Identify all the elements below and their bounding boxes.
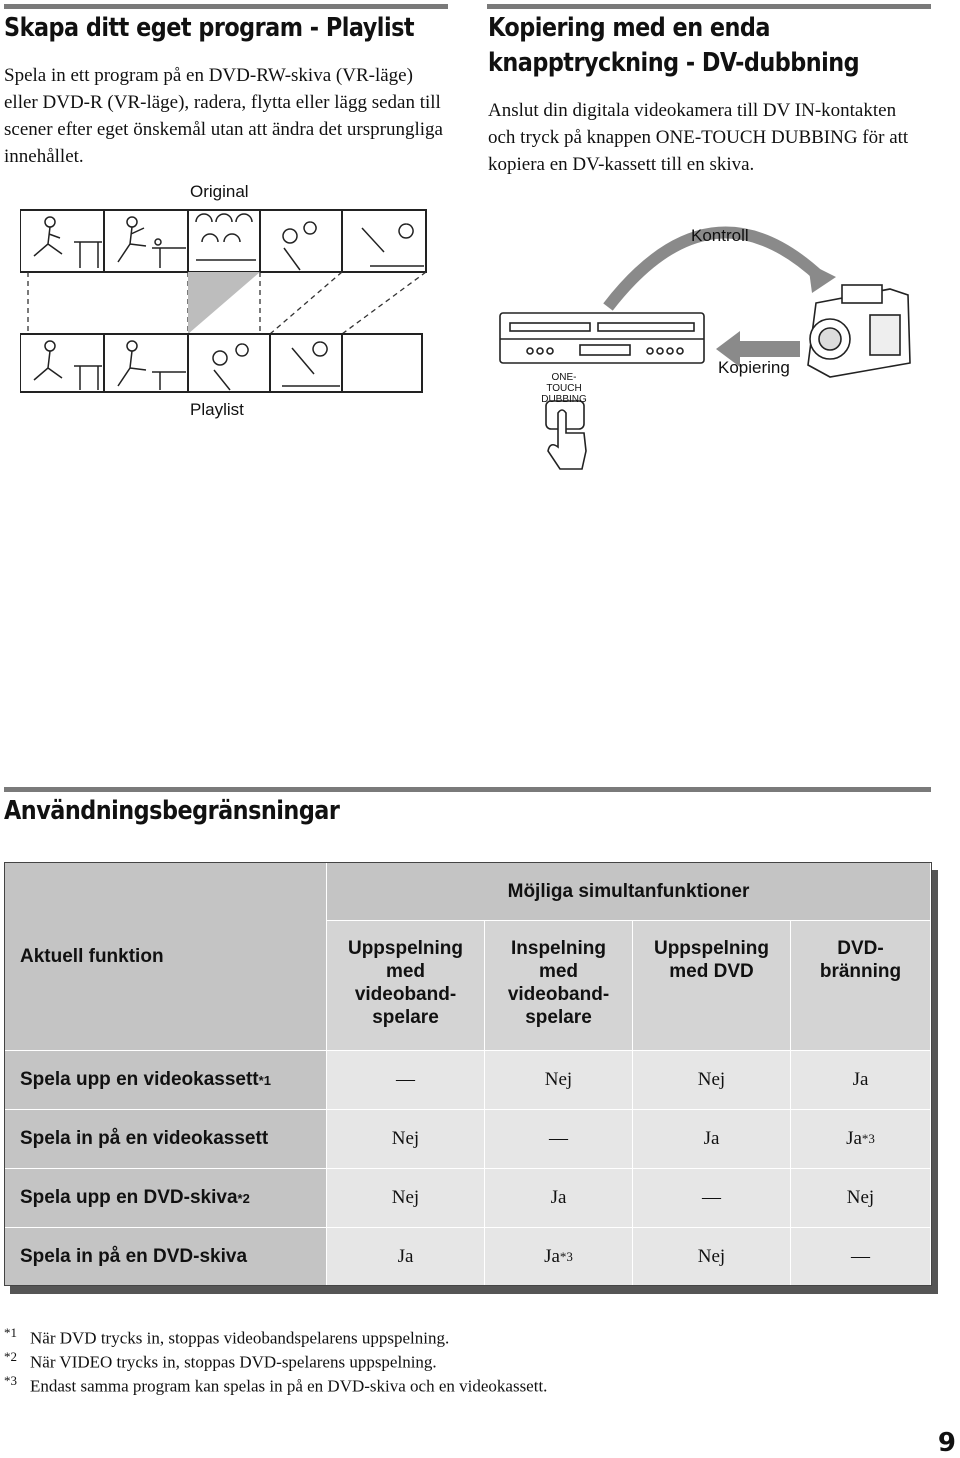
col-header-line: med DVD xyxy=(669,961,754,982)
table-cell xyxy=(791,1110,931,1169)
right-heading-line1: Kopiering med en enda xyxy=(488,13,770,43)
cell-value: Ja xyxy=(544,1245,560,1267)
col-header-line: Inspelning xyxy=(511,938,606,959)
removed-scene-wedge xyxy=(188,272,260,334)
original-film-strip xyxy=(20,210,426,272)
one-touch-label-line1: ONE-TOUCH xyxy=(546,372,582,394)
row-label-text: Spela in på en DVD-skiva xyxy=(20,1245,248,1267)
cell-value: — xyxy=(549,1128,568,1149)
table-row-label xyxy=(5,1051,327,1110)
simul-header-cell xyxy=(327,863,931,921)
col-header-line: spelare xyxy=(372,1007,439,1028)
cell-value: — xyxy=(851,1245,870,1267)
original-label: Original xyxy=(190,182,249,201)
table-row-label xyxy=(5,1110,327,1169)
table-cell xyxy=(327,1228,485,1285)
cell-sup: *3 xyxy=(861,1131,875,1146)
footnote-mark: *1 xyxy=(4,1325,17,1340)
dv-dubbing-diagram xyxy=(490,215,930,475)
cell-value: Nej xyxy=(846,1187,875,1208)
playlist-film-strip xyxy=(20,334,422,392)
col-header-line: DVD- xyxy=(837,938,884,959)
right-body-text: Anslut din digitala videokamera till DV IN-kontakten och tryck på knappen ONE-TOUCH DUBBING för att kopiera en DV-kassett till en skiva. xyxy=(488,100,909,175)
table-cell xyxy=(791,1228,931,1285)
footnote-mark: *2 xyxy=(4,1349,17,1364)
one-touch-label-line2: DUBBING xyxy=(541,394,587,405)
playlist-diagram xyxy=(20,208,430,394)
cell-value: Nej xyxy=(697,1069,726,1090)
footnote xyxy=(4,1370,547,1398)
table-cell xyxy=(327,1051,485,1110)
cell-value: — xyxy=(396,1069,415,1090)
col-header-dvd-play xyxy=(633,921,791,1051)
limits-heading: Användningsbegränsningar xyxy=(4,796,340,826)
left-body-text: Spela in ett program på en DVD-RW-skiva (VR-läge) eller DVD-R (VR-läge), radera, flytta eller lägg sedan till scener efter eget önskemål utan att ändra det ursprungliga innehållet. xyxy=(4,65,443,167)
footnote-text: När VIDEO trycks in, stoppas DVD-spelarens uppspelning. xyxy=(30,1352,437,1372)
kontroll-label: Kontroll xyxy=(691,226,749,245)
table-cell xyxy=(791,1169,931,1228)
one-touch-dubbing-button xyxy=(546,401,586,469)
current-function-header-cell xyxy=(5,863,327,1051)
cell-value: Ja xyxy=(846,1128,862,1149)
table-row-label xyxy=(5,1169,327,1228)
page-number: 9 xyxy=(937,1428,956,1458)
row-label-text: Spela upp en videokassett xyxy=(20,1069,259,1090)
table-cell xyxy=(327,1110,485,1169)
col-header-line: videoband- xyxy=(354,984,457,1005)
playlist-label: Playlist xyxy=(190,400,244,419)
col-header-line: videoband- xyxy=(507,984,610,1005)
cell-value: Nej xyxy=(697,1245,726,1267)
table-row-label xyxy=(5,1228,327,1285)
footnote-text: När DVD trycks in, stoppas videobandspelarens uppspelning. xyxy=(30,1328,450,1348)
cell-value: Ja xyxy=(703,1128,720,1149)
table-cell xyxy=(485,1051,633,1110)
col-header-line: med xyxy=(385,961,426,982)
col-header-line: Uppspelning xyxy=(347,938,464,959)
row-label-sup: *1 xyxy=(258,1072,271,1088)
table-cell xyxy=(791,1051,931,1110)
cell-value: Nej xyxy=(391,1128,420,1149)
table-cell xyxy=(633,1169,791,1228)
right-heading-rule xyxy=(487,4,931,9)
row-label-text: Spela upp en DVD-skiva xyxy=(20,1187,238,1208)
cell-value: Ja xyxy=(852,1069,869,1090)
row-label-sup: *2 xyxy=(237,1190,250,1206)
left-heading-rule xyxy=(4,4,448,9)
row-label-text: Spela in på en videokassett xyxy=(20,1128,269,1149)
col-header-line: Uppspelning xyxy=(653,938,770,959)
table-cell xyxy=(485,1110,633,1169)
footnote-mark: *3 xyxy=(4,1373,17,1388)
cell-value: Ja xyxy=(550,1187,567,1208)
table-cell xyxy=(485,1228,633,1285)
cell-value: — xyxy=(702,1187,721,1208)
limits-table xyxy=(4,862,932,1286)
table-cell xyxy=(485,1169,633,1228)
footnote-text: Endast samma program kan spelas in på en DVD-skiva och en videokassett. xyxy=(30,1376,548,1396)
left-heading: Skapa ditt eget program - Playlist xyxy=(4,13,415,43)
camcorder xyxy=(808,285,910,377)
table-cell xyxy=(633,1110,791,1169)
col-header-dvd-burn xyxy=(791,921,931,1051)
kopiering-label: Kopiering xyxy=(718,358,790,377)
col-header-line: spelare xyxy=(525,1007,592,1028)
table-cell xyxy=(633,1228,791,1285)
cell-value: Nej xyxy=(544,1069,573,1090)
right-heading-line2: knapptryckning - DV-dubbning xyxy=(488,48,860,78)
dvd-recorder xyxy=(500,313,704,363)
col-header-line: med xyxy=(538,961,579,982)
table-cell xyxy=(633,1051,791,1110)
current-function-header: Aktuell funktion xyxy=(20,946,164,967)
cell-value: Nej xyxy=(391,1187,420,1208)
simul-header: Möjliga simultanfunktioner xyxy=(507,881,750,902)
col-header-vcr-play xyxy=(327,921,485,1051)
cell-value: Ja xyxy=(397,1245,414,1267)
col-header-vcr-record xyxy=(485,921,633,1051)
one-touch-label xyxy=(540,372,588,405)
table-cell xyxy=(327,1169,485,1228)
cell-sup: *3 xyxy=(559,1248,573,1264)
col-header-line: bränning xyxy=(819,961,902,982)
limits-heading-rule xyxy=(4,787,931,792)
